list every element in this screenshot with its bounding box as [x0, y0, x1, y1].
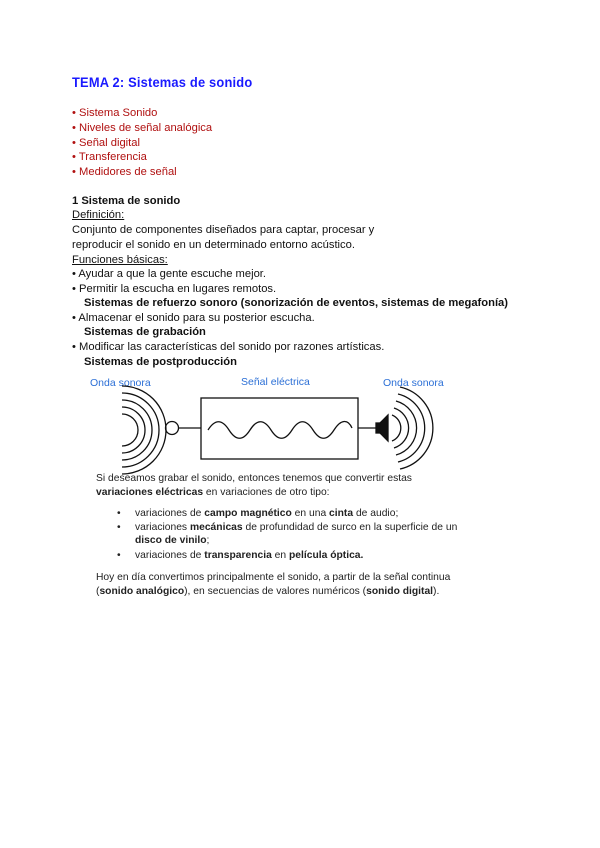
- speaker-icon: [358, 415, 388, 441]
- bullet-dot-3: •: [117, 550, 121, 561]
- intro-line-1: Si deseamos grabar el sonido, entonces tenemos que convertir estas: [96, 473, 412, 484]
- intro-line-2: variaciones eléctricas en variaciones de otro tipo:: [96, 487, 330, 498]
- sound-wave-left-icon: [122, 386, 166, 474]
- functions-label: Funciones básicas:: [72, 254, 168, 266]
- bullet-mecanicas-cont: disco de vinilo;: [135, 535, 210, 546]
- toc-item-senal-digital[interactable]: • Señal digital: [72, 137, 140, 149]
- toc-item-niveles[interactable]: • Niveles de señal analógica: [72, 122, 213, 134]
- label-onda-sonora-right: Onda sonora: [383, 377, 444, 389]
- bullet-transparencia: variaciones de transparencia en película óptica.: [135, 550, 364, 561]
- sound-wave-right-icon: [392, 387, 433, 469]
- subsystem-grabacion: Sistemas de grabación: [84, 326, 206, 338]
- signal-diagram: [100, 385, 460, 475]
- definition-label: Definición:: [72, 209, 125, 221]
- label-senal-electrica: Señal eléctrica: [241, 376, 310, 388]
- subsystem-postproduccion: Sistemas de postproducción: [84, 356, 237, 368]
- section-heading: 1 Sistema de sonido: [72, 195, 181, 207]
- subsystem-refuerzo: Sistemas de refuerzo sonoro (sonorización de eventos, sistemas de megafonía): [84, 297, 508, 309]
- function-1: • Ayudar a que la gente escuche mejor.: [72, 268, 267, 280]
- function-2: • Permitir la escucha en lugares remotos.: [72, 283, 277, 295]
- toc-item-transferencia[interactable]: • Transferencia: [72, 151, 147, 163]
- bullet-dot-1: •: [117, 508, 121, 519]
- bullet-magnetico: variaciones de campo magnético en una cinta de audio;: [135, 508, 399, 519]
- bullet-dot-2: •: [117, 522, 121, 533]
- function-4: • Modificar las características del sonido por razones artísticas.: [72, 341, 385, 353]
- closing-line-2: (sonido analógico), en secuencias de valores numéricos (sonido digital).: [96, 586, 440, 597]
- function-3: • Almacenar el sonido para su posterior escucha.: [72, 312, 315, 324]
- label-onda-sonora-left: Onda sonora: [90, 377, 151, 389]
- bullet-mecanicas: variaciones mecánicas de profundidad de surco en la superficie de un: [135, 522, 458, 533]
- definition-line-1: Conjunto de componentes diseñados para captar, procesar y: [72, 224, 375, 236]
- toc-item-sistema-sonido[interactable]: • Sistema Sonido: [72, 107, 158, 119]
- page-title: TEMA 2: Sistemas de sonido: [72, 74, 253, 90]
- definition-line-2: reproducir el sonido en un determinado entorno acústico.: [72, 239, 355, 251]
- electrical-signal-box: [201, 398, 358, 459]
- microphone-icon: [166, 422, 202, 435]
- closing-line-1: Hoy en día convertimos principalmente el sonido, a partir de la señal continua: [96, 572, 451, 583]
- toc-item-medidores[interactable]: • Medidores de señal: [72, 166, 177, 178]
